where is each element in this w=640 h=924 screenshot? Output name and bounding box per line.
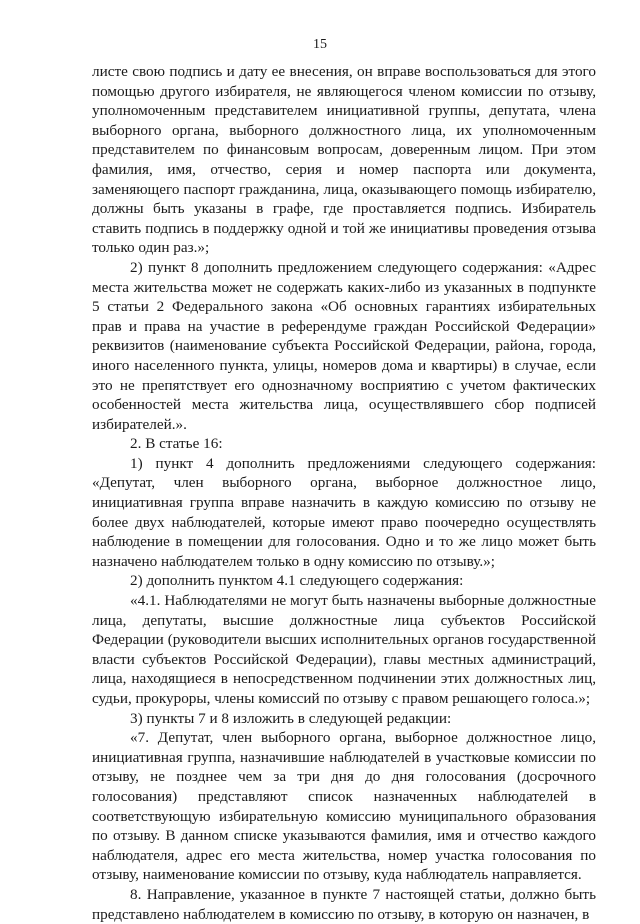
- paragraph-item-2-point-8: 2) пункт 8 дополнить предложением следующего содержания: «Адрес места жительства может не содержать каких-либо из указанных в подпункте 5 статьи 2 Федерального закона «Об основных гарантиях избирательных прав и права на участие в референдуме граждан Российской Федерации» реквизитов (наименование субъекта Российской Федерации, района, города, иного населенного пункта, улицы, номеров дома и квартиры) в случае, если это не препятствует его однозначному восприятию с учетом фактических особенностей места жительства лица, осуществлявшего сбор подписей избирателей.».: [92, 258, 596, 433]
- paragraph-continuation: листе свою подпись и дату ее внесения, он вправе воспользоваться для этого помощью другого избирателя, не являющегося членом комиссии по отзыву, уполномоченным представителем инициативной группы, депутата, члена выборного органа, выборного должностного лица, их уполномоченным представителем по финансовым вопросам, доверенным лицом. При этом фамилия, имя, отчество, серия и номер паспорта или документа, заменяющего паспорт гражданина, лица, оказывающего помощь избирателю, должны быть указаны в графе, где проставляется подпись. Избиратель ставить подпись в поддержку одной и той же инициативы проведения отзыва только один раз.»;: [92, 63, 596, 257]
- paragraph-item-3-points-7-8: 3) пункты 7 и 8 изложить в следующей редакции:: [130, 709, 452, 727]
- paragraph-item-2-point-4-1: 2) дополнить пунктом 4.1 следующего содержания:: [130, 572, 464, 590]
- paragraph-article-16-heading: 2. В статье 16:: [130, 435, 223, 453]
- document-body: [92, 62, 596, 924]
- page-number: 15: [313, 37, 327, 52]
- paragraph-point-4-1-text: «4.1. Наблюдателями не могут быть назначены выборные должностные лица, депутаты, высшие должностные лица субъектов Российской Федерации (руководители высших исполнительных органов государственной власти субъектов Российской Федерации), главы местных администраций, лица, находящиеся в непосредственном подчинении этих должностных лиц, судьи, прокуроры, члены комиссий по отзыву с правом решающего голоса.»;: [92, 592, 596, 707]
- paragraph-item-1-point-4: 1) пункт 4 дополнить предложениями следующего содержания: «Депутат, член выборного органа, выборное должностное лицо, инициативная группа вправе назначить в каждую комиссию по отзыву не более двух наблюдателей, которые имеют право поочередно осуществлять наблюдение в помещении для голосования. Одно и то же лицо может быть назначено наблюдателем только в одну комиссию по отзыву.»;: [92, 454, 596, 570]
- paragraph-point-7-text: «7. Депутат, член выборного органа, выборное должностное лицо, инициативная группа, назначившие наблюдателей в участковые комиссии по отзыву, не позднее чем за три дня до дня голосования (досрочного голосования) представляют список назначенных наблюдателей в соответствующую избирательную комиссию муниципального образования по отзыву. В данном списке указываются фамилия, имя и отчество каждого наблюдателя, адрес его места жительства, номер участка голосования по отзыву, наименование комиссии по отзыву, куда наблюдатель направляется.: [92, 729, 596, 884]
- paragraph-point-8-text: 8. Направление, указанное в пункте 7 настоящей статьи, должно быть представлено наблюдателем в комиссию по отзыву, в которую он назначен, в: [92, 885, 596, 923]
